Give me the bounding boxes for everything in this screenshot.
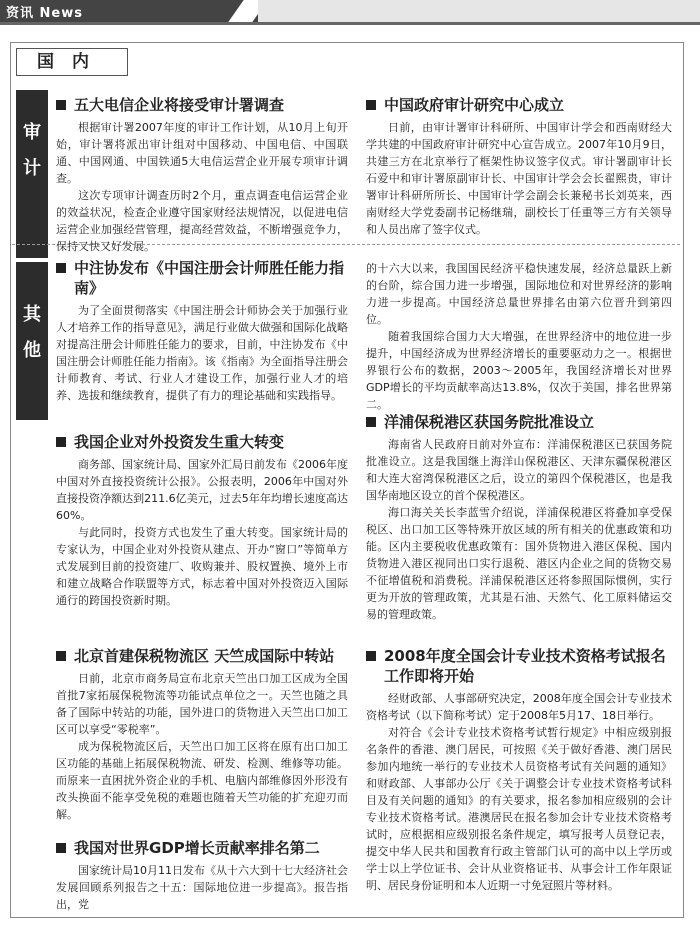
paragraph: 根据审计署2007年度的审计工作计划，从10月上旬开始，审计署将派出审计组对中国移动、中国电信、中国联通、中国网通、中国铁通5大电信运营企业开展专项审计调查。 [56, 121, 348, 185]
article-beijing-bonded [56, 646, 348, 823]
bullet-icon [366, 417, 376, 427]
paragraph: 与此同时，投资方式也发生了重大转变。国家统计局的专家认为，中国企业对外投资从建点、开办“窗口”等简单方式发展到目前的投资建厂、收购兼并、股权置换、境外上市和建立战略合作联盟等方式，标志着中国对外投资迈入国际通行的跨国投资新时期。 [56, 526, 348, 607]
bullet-icon [56, 651, 66, 661]
article-title: 2008年度全国会计专业技术资格考试报名工作即将开始 [384, 647, 666, 685]
article-audit-center [366, 95, 672, 238]
article-accounting-exam [366, 646, 672, 894]
paragraph: 成为保税物流区后，天竺出口加工区将在原有出口加工区功能的基础上拓展保税物流、研发、检测、维修等功能。而原来一直困扰外资企业的手机、电脑内部维修因外形没有改头换面不能享受免税的难题也随着天竺功能的扩充迎刃而解。 [56, 740, 348, 821]
paragraph: 海南省人民政府日前对外宣布：洋浦保税港区已获国务院批准设立。这是我国继上海洋山保税港区、天津东疆保税港区和大连大窑湾保税港区之后，设立的第四个保税港区，也是我国华南地区设立的首个保税港区。 [366, 438, 672, 502]
paragraph: 海口海关关长李蓝雪介绍说，洋浦保税港区将叠加享受保税区、出口加工区等特殊开放区域的所有相关的优惠政策和功能。区内主要税收优惠政策有：国外货物进入港区保税、国内货物进入港区视同出口实行退税、港区内企业之间的货物交易不征增值税和消费税。洋浦保税港区还将参照国际惯例，实行更为开放的管理政策，尤其是石油、天然气、化工原料储运交易的管理政策。 [366, 506, 672, 621]
bullet-icon [56, 437, 66, 447]
article-audit-telecom [56, 95, 348, 255]
paragraph: 这次专项审计调查历时2个月，重点调查电信运营企业的效益状况，检查企业遵守国家财经法规情况，以促进电信运营企业加强经营管理，提高经营效益，不断增强竞争力，保持又快又好发展。 [56, 189, 348, 253]
article-title: 我国企业对外投资发生重大转变 [74, 433, 285, 451]
article-title: 中注协发布《中国注册会计师胜任能力指南》 [74, 259, 345, 297]
article-title: 中国政府审计研究中心成立 [384, 96, 565, 114]
tab-other: 其 他 [16, 262, 48, 420]
article-outbound-investment [56, 432, 348, 609]
article-gdp-contribution [56, 838, 348, 913]
article-cicpa [56, 258, 348, 404]
article-title: 我国对世界GDP增长贡献率排名第二 [74, 839, 320, 857]
paragraph: 经财政部、人事部研究决定，2008年度全国会计专业技术资格考试（以下简称考试）定于2008年5月17、18日举行。 [366, 692, 672, 722]
section-title: 国内 [16, 48, 128, 76]
paragraph: 日前，北京市商务局宣布北京天竺出口加工区成为全国首批7家拓展保税物流等功能试点单位之一。天竺也随之具备了国际中转站的功能，国外进口的货物进入天竺出口加工区可以享受“零税率”。 [56, 672, 348, 736]
article-title: 洋浦保税港区获国务院批准设立 [384, 413, 595, 431]
header-bar [0, 0, 700, 22]
article-title: 五大电信企业将接受审计署调查 [74, 96, 285, 114]
article-gdp-continued [366, 260, 672, 413]
article-yangpu-port [366, 412, 672, 623]
bullet-icon [366, 100, 376, 110]
tab-audit: 审 计 [16, 90, 48, 258]
paragraph: 国家统计局10月11日发布《从十六大到十七大经济社会发展回顾系列报告之十五：国际地位进一步提高》。报告指出，党 [56, 864, 348, 911]
bullet-icon [56, 263, 66, 273]
paragraph: 日前，由审计署审计科研所、中国审计学会和西南财经大学共建的中国政府审计研究中心宣告成立。2007年10月9日，共建三方在北京举行了框架性协议签字仪式。审计署副审计长石爱中和审计署原副审计长、中国审计学会会长翟熙贵，审计署审计科研所所长、中国审计学会副会长兼秘书长刘英来，西南财经大学党委副书记杨继瑞，副校长丁任重等三方有关领导和人员出席了签字仪式。 [366, 121, 672, 236]
paragraph: 的十六大以来，我国国民经济平稳快速发展，经济总量跃上新的台阶，综合国力进一步增强，国际地位和对世界经济的影响力进一步提高。中国经济总量世界排名由第六位晋升到第四位。 [366, 262, 672, 326]
bullet-icon [366, 651, 376, 661]
paragraph: 为了全面贯彻落实《中国注册会计师协会关于加强行业人才培养工作的指导意见》，满足行业做大做强和国际化战略对提高注册会计师胜任能力的要求，目前，中注协发布《中国注册会计师胜任能力指南》。该《指南》为全面指导注册会计师教育、考试、行业人才建设工作，加强行业人才的培养、选拔和继续教育，提供了有力的理论基础和实践指导。 [56, 304, 348, 402]
bullet-icon [56, 100, 66, 110]
bullet-icon [56, 843, 66, 853]
header-label: 资讯 News [6, 6, 83, 21]
paragraph: 商务部、国家统计局、国家外汇局日前发布《2006年度中国对外直接投资统计公报》。公报表明，2006年中国对外直接投资净额达到211.6亿美元，过去5年年均增长速度高达60%。 [56, 458, 348, 522]
paragraph: 随着我国综合国力大大增强，在世界经济中的地位进一步提升，中国经济成为世界经济增长的重要驱动力之一。根据世界银行公布的数据，2003～2005年，我国经济增长对世界GDP增长的平均贡献率高达13.8%，仅次于美国，排名世界第二。 [366, 330, 672, 411]
paragraph: 对符合《会计专业技术资格考试暂行规定》中相应级别报名条件的香港、澳门居民，可按照《关于做好香港、澳门居民参加内地统一举行的专业技术人员资格考试有关问题的通知》和财政部、人事部办公厅《关于调整会计专业技术资格考试科目及有关问题的通知》的有关要求，报名参加相应级别的会计专业技术资格考试。港澳居民在报名参加会计专业技术资格考试时，应根据相应级别报名条件规定，填写报考人员登记表，提交中华人民共和国教育行政主管部门认可的高中以上学历或学士以上学位证书、会计从业资格证书、从事会计工作年限证明、居民身份证明和本人近期一寸免冠照片等材料。 [366, 726, 672, 892]
article-title: 北京首建保税物流区 天竺成国际中转站 [74, 647, 335, 665]
